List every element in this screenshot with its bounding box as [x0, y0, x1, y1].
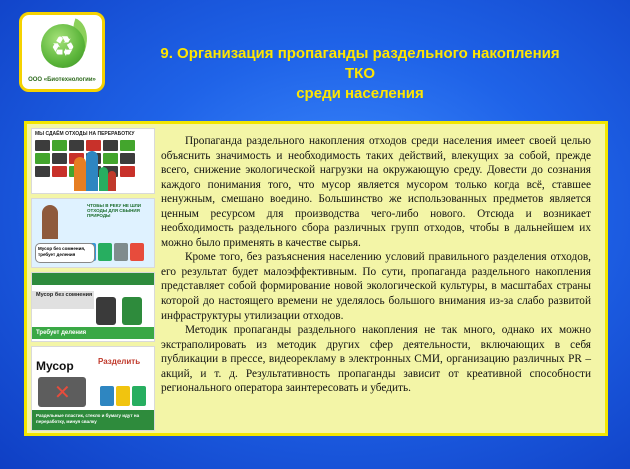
paragraph: Кроме того, без разъяснения населению условий правильного разделения отходов, его результат будет малоэффективным. По сути, пропаганда раздельного накопления представляет собой формирование новой экологической культуры, в масштабах страны которой до настоящего времени не уделялось большого внимания из-за слабо развитой инфраструктуры утилизации отходов.: [161, 251, 591, 322]
bin-green: [122, 297, 142, 325]
poster-razdel-heading: Разделить: [98, 357, 141, 366]
waste-tile: [52, 153, 67, 164]
person-figure: [42, 205, 58, 239]
waste-tile: [120, 166, 135, 177]
poster-sort-garbage: [31, 346, 155, 431]
bin-red: [130, 243, 144, 261]
paragraph: Методик пропаганды раздельного накопления не так много, однако их можно экстраполировать из методик других сфер деятельности, включающих в себя публикации в прессе, видеорекламу в электронных СМИ, организацию различных PR – акций, и т. д. Результативность пропаганды зависит от креативной способности регионального оператора заинтересовать и убедить.: [161, 324, 591, 395]
sack-green: [132, 386, 146, 406]
body-text: [161, 134, 591, 396]
waste-tile: [35, 153, 50, 164]
slide-title: [160, 44, 560, 104]
title-line-2: среди населения: [296, 85, 424, 102]
poster-caption-top: Мусор без сомнения: [32, 291, 94, 309]
poster-recycling-heading: МЫ СДАЁМ ОТХОДЫ НА ПЕРЕРАБОТКУ: [35, 131, 135, 137]
family-illustration: [72, 141, 116, 191]
poster-sorting-heading: ЧТОБЫ В РЕКУ НЕ ШЛИ ОТХОДЫ ДЛЯ СБЫНИЯ ПРИРОДЫ: [87, 203, 142, 218]
logo-caption: ООО «Биотехнологии»: [28, 77, 96, 83]
bin-dark: [96, 297, 116, 325]
sack-yellow: [116, 386, 130, 406]
bin-grey: [114, 243, 128, 261]
speech-bubble: Мусор без сомнения, требует деления: [35, 243, 95, 263]
poster-musor-heading: Мусор: [36, 359, 74, 373]
waste-tile: [120, 153, 135, 164]
illustration-column: [31, 128, 155, 431]
paragraph: Пропаганда раздельного накопления отходов среди населения имеет своей целью объяснить значимость и необходимость таких действий, влекущих за собой, прежде всего, снижение экологической нагрузки на окружающую среду. Довести до сознания каждого понимания того, что мусор является мусором только когда всё, ставшее ненужным, смешано воедино. Большинство же использованных предметов является ценным ресурсом для производства чего-либо нового. Отсюда и возникает необходимость раздельного сбора различных групп отходов, чтобы в дальнейшем их можно было применять в качестве сырья.: [161, 135, 591, 249]
poster-requires-sorting: [31, 272, 155, 342]
poster-sorting-bins: [31, 198, 155, 268]
bin-green: [98, 243, 112, 261]
waste-tile: [52, 140, 67, 151]
waste-tile: [35, 140, 50, 151]
waste-tile: [35, 166, 50, 177]
title-line-1: 9. Организация пропаганды раздельного накопления ТКО: [160, 45, 560, 82]
poster-footer: Раздельные пластик, стекло и бумагу идут на переработку, минуя свалку: [32, 410, 154, 430]
waste-tile: [52, 166, 67, 177]
sack-blue: [100, 386, 114, 406]
poster-recycling: [31, 128, 155, 194]
waste-tile: [120, 140, 135, 151]
cross-icon: ✕: [54, 380, 71, 404]
recycle-icon: ♻: [50, 30, 76, 63]
poster-top-stripe: [32, 273, 154, 285]
poster-caption-bottom: Требует деления: [32, 327, 154, 339]
company-logo: [19, 12, 105, 92]
content-frame: [24, 121, 608, 436]
